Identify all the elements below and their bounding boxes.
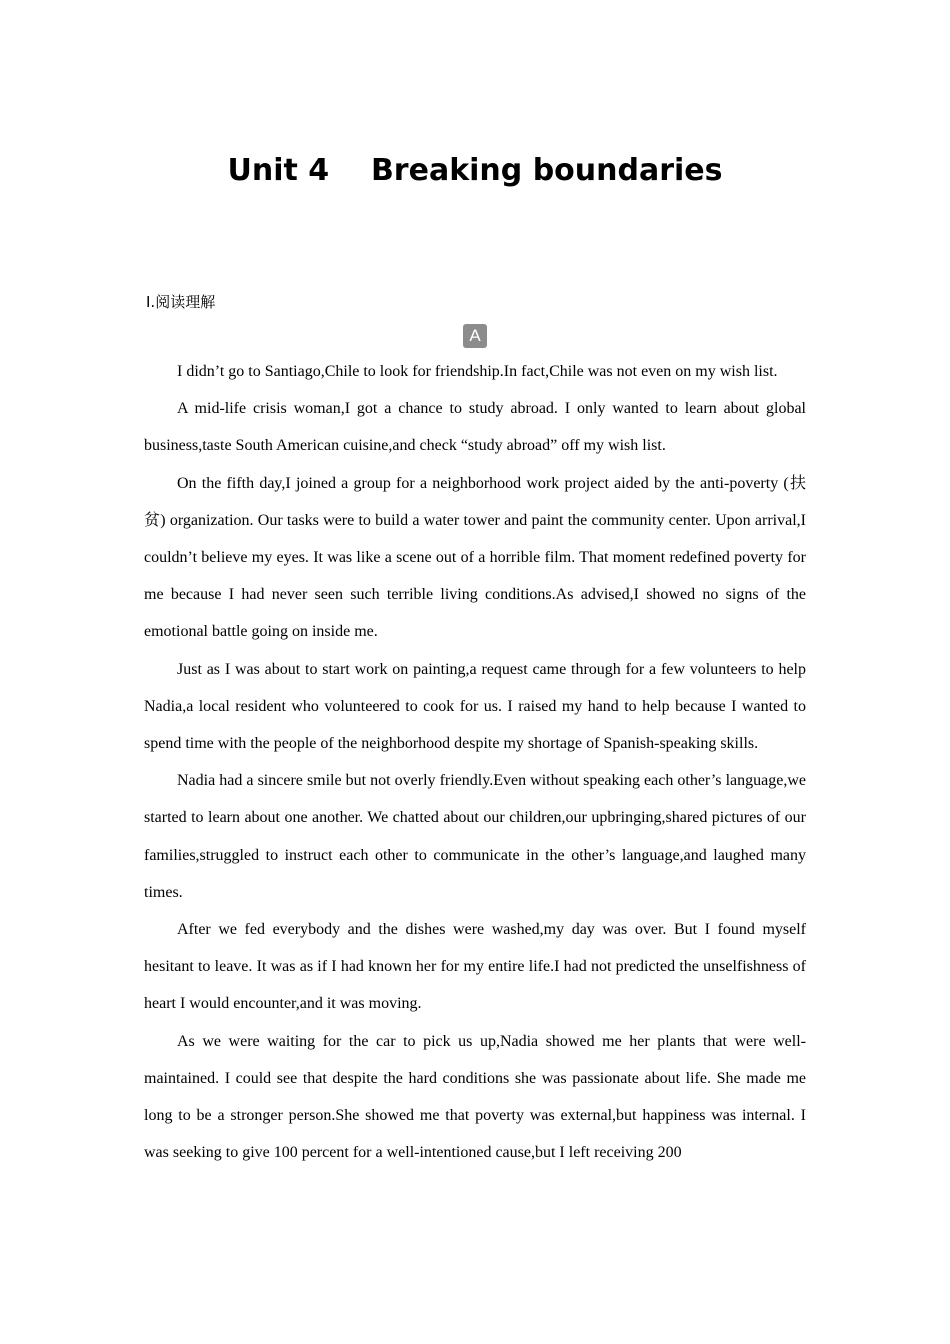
page-title: Unit 4 Breaking boundaries	[227, 153, 723, 188]
paragraph: On the fifth day,I joined a group for a neighborhood work project aided by the anti-poverty (扶贫) organization. Our tasks were to build a water tower and paint the community center. Upon arrival,I couldn’t believe my eyes. It was like a scene out of a horrible film. That moment redefined poverty for me because I had never seen such terrible living conditions.As advised,I showed no signs of the emotional battle going on inside me.	[144, 474, 806, 641]
paragraph: As we were waiting for the car to pick us up,Nadia showed me her plants that were well-maintained. I could see that despite the hard conditions she was passionate about life. She made me long to be a stronger person.She showed me that poverty was external,but happiness was internal. I was seeking to give 100 percent for a well-intentioned cause,but I left receiving 200	[144, 1032, 806, 1162]
section-heading: Ⅰ.阅读理解	[146, 293, 216, 311]
passage-body	[144, 353, 806, 1171]
paragraph: A mid-life crisis woman,I got a chance to study abroad. I only wanted to learn about global business,taste South American cuisine,and check “study abroad” off my wish list.	[144, 400, 806, 455]
paragraph: After we fed everybody and the dishes were washed,my day was over. But I found myself hesitant to leave. It was as if I had known her for my entire life.I had not predicted the unselfishness of heart I would encounter,and it was moving.	[144, 921, 806, 1013]
paragraph: Nadia had a sincere smile but not overly friendly.Even without speaking each other’s language,we started to learn about one another. We chatted about our children,our upbringing,shared pictures of our families,struggled to instruct each other to communicate in the other’s language,and laughed many times.	[144, 772, 806, 901]
paragraph: I didn’t go to Santiago,Chile to look for friendship.In fact,Chile was not even on my wish list.	[177, 363, 778, 380]
passage-label-badge: A	[463, 324, 487, 348]
paragraph: Just as I was about to start work on painting,a request came through for a few volunteers to help Nadia,a local resident who volunteered to cook for us. I raised my hand to help because I wanted to spend time with the people of the neighborhood despite my shortage of Spanish-speaking skills.	[144, 660, 806, 753]
